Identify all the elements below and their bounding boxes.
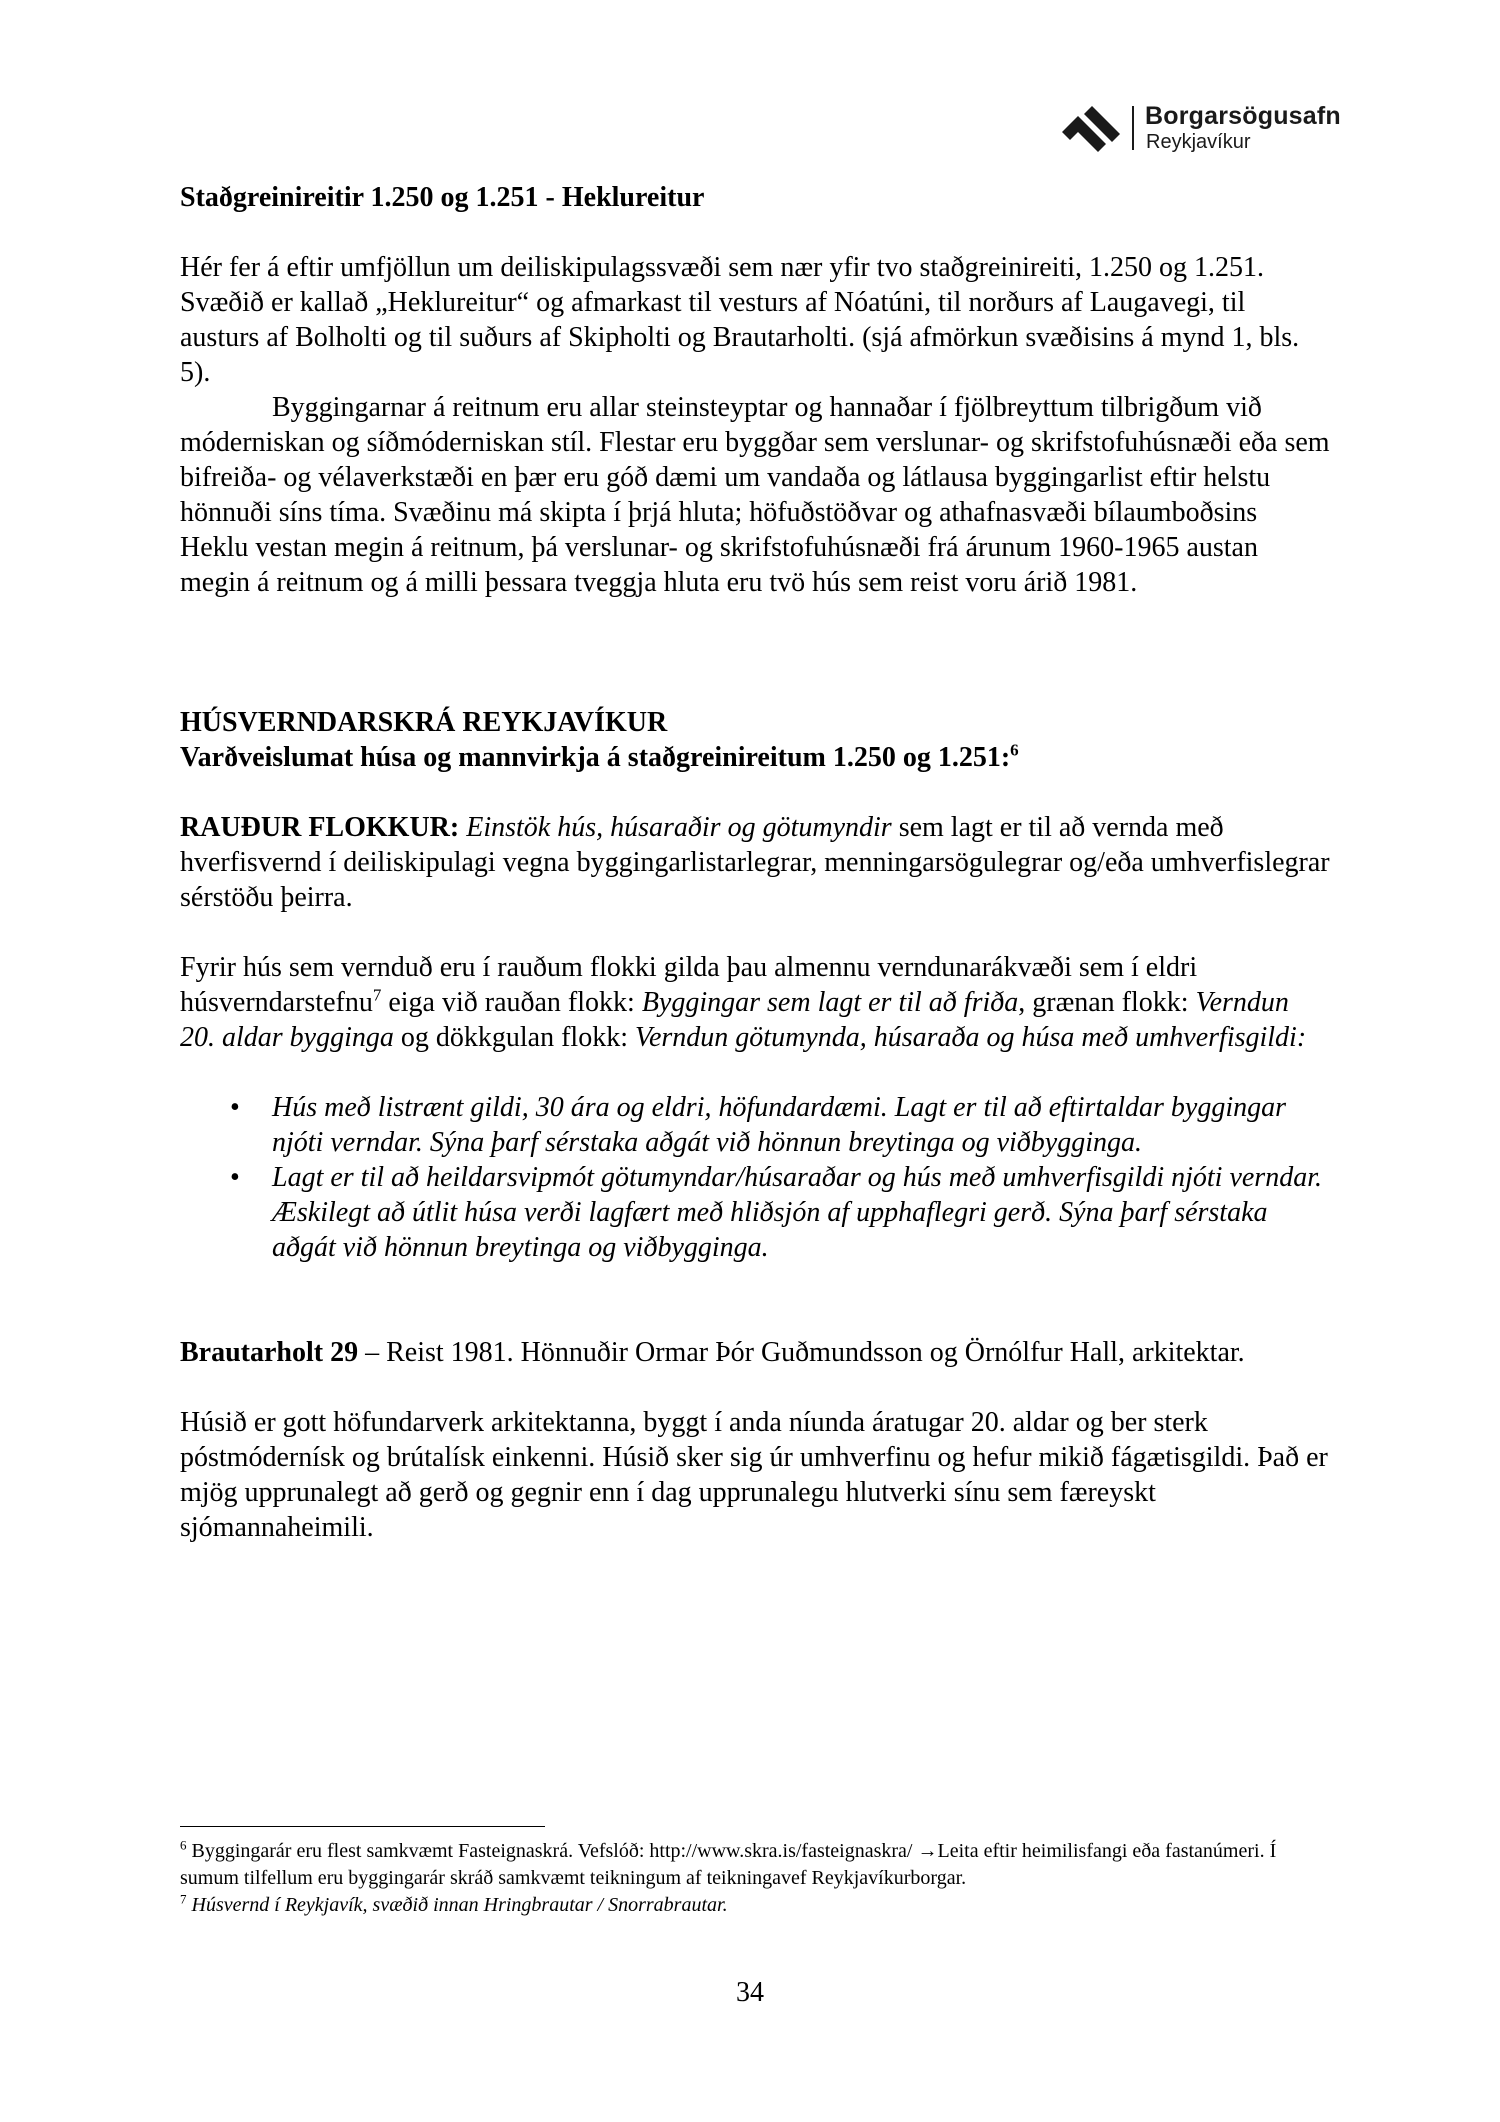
page-number: 34 <box>736 1977 764 2008</box>
footnote-6-text-b: Leita eftir heimilisfangi eða fastanúmeri. Í sumum tilfellum eru byggingarár skráð samkvæmt teikningum af teikningavef Reykjavíkurborgar. <box>180 1840 1277 1889</box>
museum-logo <box>1060 96 1360 160</box>
logo-city: Reykjavíkur <box>1146 131 1251 153</box>
intro-paragraph: Hér fer á eftir umfjöllun um deiliskipulagssvæði sem nær yfir tvo staðgreinireiti, 1.250 og 1.251. Svæðið er kallað „Heklureitur“ og afmarkast til vesturs af Nóatúni, til norðurs af Laugavegi, til austurs af Bolholti og til suðurs af Skipholti og Brautarholti. (sjá afmörkun svæðisins á mynd 1, bls. 5). <box>180 252 1300 388</box>
list-item <box>180 1160 1330 1265</box>
logo-name: Borgarsögusafn <box>1145 102 1341 130</box>
red-category-paragraph <box>180 810 1330 915</box>
section-title: Staðgreinireitir 1.250 og 1.251 - Heklureitur <box>180 182 705 213</box>
criteria-list <box>180 1090 1330 1265</box>
arrow-right-icon: → <box>917 1840 938 1862</box>
register-subheading-text: Varðveislumat húsa og mannvirkja á staðgreinireitum 1.250 og 1.251: <box>180 742 1011 773</box>
footnote-separator <box>180 1826 545 1827</box>
protection-text-h: : <box>1296 1022 1307 1053</box>
footnote-7-number: 7 <box>180 1891 187 1907</box>
protection-red-category: Byggingar sem lagt er til að friða <box>641 987 1019 1018</box>
page-content <box>180 180 1330 1545</box>
logo-mark-icon <box>1060 102 1126 158</box>
list-item <box>180 1090 1330 1160</box>
building-meta: – Reist 1981. Hönnuðir Ormar Þór Guðmundsson og Örnólfur Hall, arkitektar. <box>358 1337 1245 1368</box>
building-name: Brautarholt 29 <box>180 1337 359 1368</box>
red-category-text: sem lagt er til að vernda með hverfisvernd í deiliskipulagi vegna byggingarlistarlegrar, menningarsögulegrar og/eða umhverfislegrar sérstöðu þeirra. <box>180 812 1330 913</box>
footnote-6 <box>180 1838 1330 1892</box>
footnotes <box>180 1838 1330 1919</box>
protection-green-category: Verndun 20. aldar bygginga <box>180 987 1289 1053</box>
red-category-italic: Einstök hús, húsaraðir og götumyndir <box>466 812 892 843</box>
footnote-6-number: 6 <box>180 1837 187 1853</box>
footnote-7 <box>180 1892 1330 1919</box>
building-description: Húsið er gott höfundarverk arkitektanna, byggt í anda níunda áratugar 20. aldar og ber sterk póstmódernísk og brútalísk einkenni. Húsið sker sig úr umhverfinu og hefur mikið fágætisgildi. Það er mjög upprunalegt að gerð og gegnir enn í dag upprunalegu hlutverki sínu sem færeyskt sjómannaheimili. <box>180 1407 1328 1543</box>
logo-divider <box>1132 106 1134 150</box>
protection-text-d: , grænan flokk: <box>1018 987 1196 1018</box>
protection-text-a: Fyrir hús sem vernduð eru í rauðum flokki gilda þau almennu verndunarákvæði sem í eldri húsverndarstefnu <box>180 952 1198 1018</box>
footnote-ref-7: 7 <box>372 985 382 1005</box>
bullet-icon: • <box>230 1162 240 1193</box>
list-item-text: Hús með listrænt gildi, 30 ára og eldri, höfundardæmi. Lagt er til að eftirtaldar byggingar njóti verndar. Sýna þarf sérstaka aðgát við hönnun breytinga og viðbygginga. <box>272 1092 1287 1158</box>
buildings-paragraph: Byggingarnar á reitnum eru allar steinsteyptar og hannaðar í fjölbreyttum tilbrigðum við móderniskan og síðmóderniskan stíl. Flestar eru byggðar sem verslunar- og skrifstofuhúsnæði eða sem bifreiða- og vélaverkstæði en þær eru góð dæmi um vandaða og látlausa byggingarlist eftir helstu hönnuði síns tíma. Svæðinu má skipta í þrjá hluta; höfuðstöðvar og athafnasvæði bílaumboðsins Heklu vestan megin á reitnum, þá verslunar- og skrifstofuhúsnæði frá árunum 1960-1965 austan megin á reitnum og á milli þessara tveggja hluta eru tvö hús sem reist voru árið 1981. <box>180 392 1330 598</box>
bullet-icon: • <box>230 1092 240 1123</box>
register-subheading <box>180 740 1330 775</box>
protection-paragraph <box>180 950 1330 1055</box>
building-header <box>180 1335 1330 1370</box>
footnote-ref-6: 6 <box>1010 740 1019 760</box>
red-category-label: RAUÐUR FLOKKUR: <box>180 812 460 843</box>
register-heading: HÚSVERNDARSKRÁ REYKJAVÍKUR <box>180 707 668 738</box>
list-item-text: Lagt er til að heildarsvipmót götumyndar/húsaraðar og hús með umhverfisgildi njóti verndar. Æskilegt að útlit húsa verði lagfært með hliðsjón af upphaflegri gerð. Sýna þarf sérstaka aðgát við hönnun breytinga og viðbygginga. <box>272 1162 1322 1263</box>
footnote-6-text-a: Byggingarár eru flest samkvæmt Fasteignaskrá. Vefslóð: http://www.skra.is/fasteignaskra/ <box>186 1840 918 1862</box>
protection-text-b: eiga við rauðan flokk: <box>381 987 642 1018</box>
footnote-7-text: Húsvernd í Reykjavík, svæðið innan Hringbrautar / Snorrabrautar. <box>186 1894 728 1916</box>
protection-text-f: og dökkgulan flokk: <box>393 1022 635 1053</box>
protection-yellow-category: Verndun götumynda, húsaraða og húsa með umhverfisgildi <box>634 1022 1297 1053</box>
